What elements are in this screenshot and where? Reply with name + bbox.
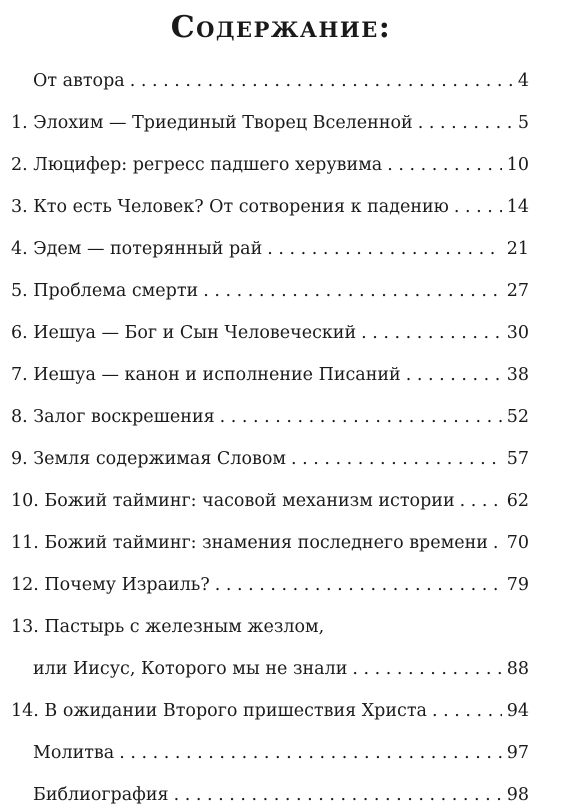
toc-entry-page: 30 [506, 323, 529, 343]
toc-entry [11, 318, 529, 348]
toc-entry-page: 14 [506, 197, 529, 217]
toc-leader-dots [203, 276, 502, 306]
toc-entry-page: 10 [506, 155, 529, 175]
toc-entry [11, 444, 529, 474]
toc-entry-page: 62 [506, 491, 529, 511]
toc-entry [11, 108, 529, 138]
toc-leader-dots [174, 780, 502, 810]
toc-leader-dots [215, 570, 502, 600]
toc-entry-title: или Иисус, Которого мы не знали [33, 659, 348, 679]
toc-entry-page: 97 [506, 743, 529, 763]
toc-entry [33, 654, 529, 684]
toc-entry-page: 88 [506, 659, 529, 679]
toc-entry-title: 7. Иешуа — канон и исполнение Писаний [11, 365, 401, 385]
toc-leader-dots [460, 486, 502, 516]
toc-entry-title: 4. Эдем — потерянный рай [11, 239, 263, 259]
toc-entry [11, 276, 529, 306]
toc-entry [11, 612, 529, 642]
toc-leader-dots [220, 402, 502, 432]
toc-leader-dots [454, 192, 502, 222]
toc-entry-title: 9. Земля содержимая Словом [11, 449, 286, 469]
toc-entry-title: 10. Божий тайминг: часовой механизм истории [11, 491, 455, 511]
toc-entry [11, 150, 529, 180]
toc-entry [11, 402, 529, 432]
toc-leader-dots [493, 528, 502, 558]
toc-entry-page: 57 [506, 449, 529, 469]
toc-leader-dots [130, 66, 513, 96]
toc-leader-dots [361, 318, 502, 348]
toc-entry-page: 94 [506, 701, 529, 721]
toc-entry-page: 27 [506, 281, 529, 301]
toc-entry-page: 38 [506, 365, 529, 385]
toc-entry-page: 70 [506, 533, 529, 553]
toc-leader-dots [119, 738, 502, 768]
toc-entry-title: Молитва [33, 743, 115, 763]
toc-entry-title: Библиография [33, 785, 169, 805]
toc-entry [11, 696, 529, 726]
toc-entry-page: 4 [517, 71, 529, 91]
toc-entry [33, 780, 529, 810]
toc-entry [33, 66, 529, 96]
toc-leader-dots [387, 150, 501, 180]
toc-entry [11, 360, 529, 390]
toc-entry [33, 738, 529, 768]
toc-entry-title: 11. Божий тайминг: знамения последнего времени [11, 533, 488, 553]
toc-entry [11, 570, 529, 600]
page-title: Содержание: [170, 10, 392, 45]
toc-entry-title: 1. Элохим — Триединый Творец Вселенной [11, 113, 413, 133]
toc-entry-title: 6. Иешуа — Бог и Сын Человеческий [11, 323, 357, 343]
toc-entry [11, 234, 529, 264]
toc-entry-title: 2. Люцифер: регресс падшего херувима [11, 155, 383, 175]
toc-entry-title: 5. Проблема смерти [11, 281, 199, 301]
toc-entry [11, 486, 529, 516]
toc-leader-dots [291, 444, 502, 474]
toc-entry-title: 8. Залог воскрешения [11, 407, 215, 427]
toc-entry-title: От автора [33, 71, 125, 91]
toc-entry-title: 12. Почему Израиль? [11, 575, 210, 595]
toc-entry-page: 98 [506, 785, 529, 805]
toc-leader-dots [432, 696, 502, 726]
toc-entry-page: 21 [506, 239, 529, 259]
toc-entry-page: 79 [506, 575, 529, 595]
toc-entry-title: 3. Кто есть Человек? От сотворения к падению [11, 197, 449, 217]
toc-leader-dots [418, 108, 513, 138]
toc-entry [11, 528, 529, 558]
toc-leader-dots [267, 234, 501, 264]
toc-leader-dots [352, 654, 501, 684]
toc-entry-page: 52 [506, 407, 529, 427]
toc-entry [11, 192, 529, 222]
toc-leader-dots [406, 360, 502, 390]
toc-entry-page: 5 [517, 113, 529, 133]
toc-entry-title: 13. Пастырь с железным жезлом, [11, 617, 325, 637]
toc-entry-title: 14. В ожидании Второго пришествия Христа [11, 701, 427, 721]
